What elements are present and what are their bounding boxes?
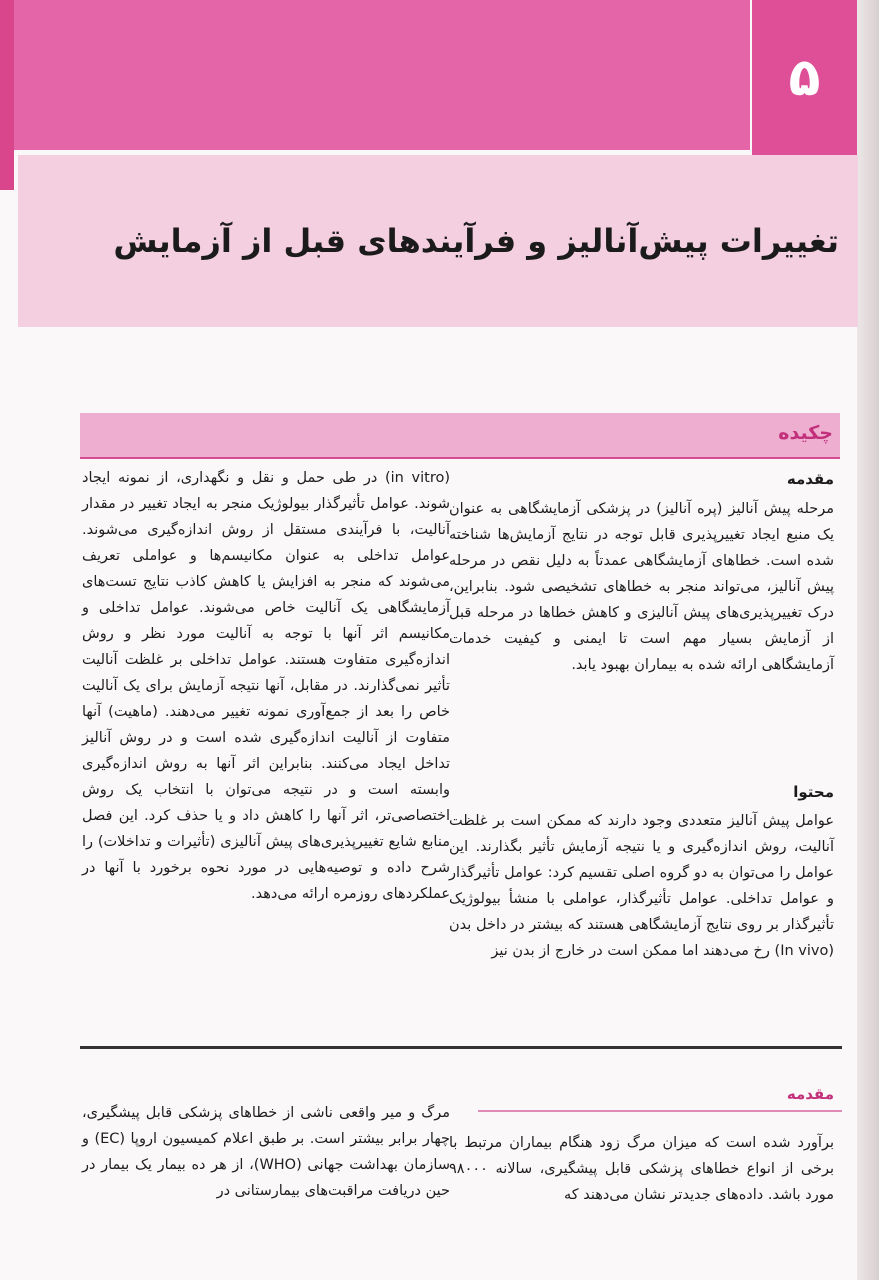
abstract-left-column-text: (in vitro) در طی حمل و نقل و نگهداری، از نمونه ایجاد شوند. عوامل تأثیرگذار بیولوژیک منجر به ایجاد تغییر در مقدار آنالیت، با فرآیندی مستقل از روش اندازه‌گیری می‌شوند. عوامل تداخلی به عنوان مکانیسم‌ها و عواملی تعریف می‌شوند که منجر به افزایش یا کاهش کاذب نتایج تست‌های آزمایشگاهی یک آنالیت خاص می‌شوند. عوامل تداخلی و مکانیسم اثر آنها با توجه به آنالیت مورد نظر و روش اندازه‌گیری متفاوت هستند. عوامل تداخلی بر غلظت آنالیت تأثیر نمی‌گذارند. در مقابل، آنها نتیجه آزمایش برای یک آنالیت خاص را بعد از جمع‌آوری نمونه تغییر می‌دهند. (ماهیت) آنها متفاوت از آنالیت اندازه‌گیری شده است و در روش آنالیز تداخل ایجاد می‌کنند. بنابراین اثر آنها به روش اندازه‌گیری وابسته است و در نتیجه می‌توان با انتخاب یک روش اختصاصی‌تر، اثر آنها را کاهش داد و یا حذف کرد. این فصل منابع شایع تغییرپذیری‌های پیش آنالیزی (تأثیرات و تداخلات) را شرح داده و توصیه‌هایی در مورد نحوه برخورد با آنها در عملکردهای روزمره ارائه می‌دهد. (82, 470, 450, 902)
chapter-number: ۵ (788, 47, 821, 108)
abstract-rule (80, 457, 840, 459)
abstract-intro-heading: مقدمه (786, 470, 834, 488)
abstract-label: چکیده (778, 422, 833, 444)
page-edge (857, 0, 879, 1280)
introduction-right-text: برآورد شده است که میزان مرگ زود هنگام بیماران مرتبط با برخی از انواع خطاهای پزشکی قابل پیشگیری، سالانه ۹۸۰۰۰ مورد باشد. داده‌های جدیدتر نشان می‌دهند که (449, 1135, 834, 1203)
section-separator (80, 1046, 842, 1049)
introduction-rule (478, 1110, 842, 1112)
chapter-number-box (752, 0, 857, 155)
introduction-left-text: مرگ و میر واقعی ناشی از خطاهای پزشکی قابل پیشگیری، چهار برابر بیشتر است. بر طبق اعلام کمیسیون اروپا (EC) و سازمان بهداشت جهانی (WHO)، از هر ده بیمار یک بیمار در حین دریافت مراقبت‌های بیمارستانی در (82, 1105, 450, 1199)
header-band (14, 0, 750, 150)
left-edge-tab (0, 0, 14, 190)
abstract-intro-text: مرحله پیش آنالیز (پره آنالیز) در پزشکی آزمایشگاهی به عنوان یک منبع ایجاد تغییرپذیری قابل توجه در نتایج آزمایش‌ها شناخته شده است. خطاهای آزمایشگاهی عمدتاً به دلیل نقص در مرحله پیش آنالیز، می‌تواند منجر به خطاهای تشخیصی شود. بنابراین، درک تغییرپذیری‌های پیش آنالیزی و کاهش خطاها در مرحله قبل از آزمایش بسیار مهم است تا ایمنی و کیفیت خدمات آزمایشگاهی ارائه شده به بیماران بهبود یابد. (449, 501, 834, 673)
introduction-heading: مقدمه (786, 1085, 834, 1103)
abstract-content-heading: محتوا (793, 783, 834, 801)
chapter-title: تغییرات پیش‌آنالیز و فرآیندهای قبل از آزمایش (113, 222, 839, 260)
abstract-content-text: عوامل پیش آنالیز متعددی وجود دارند که ممکن است بر غلظت آنالیت، روش اندازه‌گیری و یا نتیجه آزمایش تأثیر بگذارند. این عوامل را می‌توان به دو گروه اصلی تقسیم کرد: عوامل تأثیرگذار و عوامل تداخلی. عوامل تأثیرگذار، عواملی با منشأ بیولوژیک تأثیرگذار بر روی نتایج آزمایشگاهی هستند که بیشتر در داخل بدن (In vivo) رخ می‌دهند اما ممکن است در خارج از بدن نیز (449, 813, 834, 959)
abstract-bar (80, 413, 840, 457)
